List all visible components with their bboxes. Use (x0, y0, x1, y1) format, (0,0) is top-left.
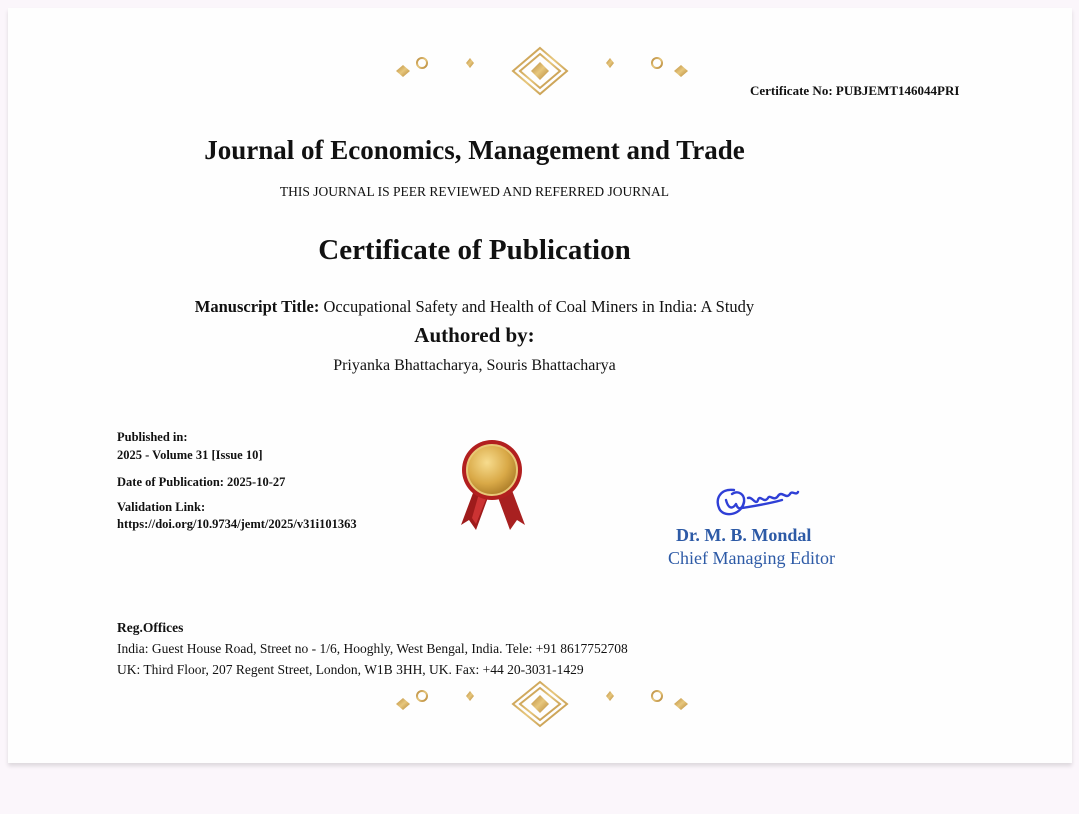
validation-link-label: Validation Link: (117, 500, 206, 514)
manuscript-label: Manuscript Title: (194, 297, 320, 316)
editor-role: Chief Managing Editor (668, 548, 835, 568)
published-in-label: Published in: (117, 430, 188, 444)
uk-office-address: UK: Third Floor, 207 Regent Street, London, W1B 3HH, UK. Fax: +44 20-3031-1429 (117, 662, 584, 677)
signature-icon (712, 480, 804, 522)
editor-name: Dr. M. B. Mondal (676, 525, 812, 545)
publication-date: Date of Publication: 2025-10-27 (117, 475, 286, 489)
ribbon-medal-icon (458, 440, 528, 535)
manuscript-title: Occupational Safety and Health of Coal Miners in India: A Study (323, 297, 755, 316)
journal-name: Journal of Economics, Management and Trade (204, 135, 745, 165)
reg-offices-label: Reg.Offices (117, 620, 184, 635)
peer-review-note: THIS JOURNAL IS PEER REVIEWED AND REFERRED JOURNAL (279, 184, 670, 199)
validation-link[interactable]: https://doi.org/10.9734/jemt/2025/v31i101363 (117, 517, 357, 531)
manuscript-line (0, 297, 949, 317)
india-office-address: India: Guest House Road, Street no - 1/6, Hooghly, West Bengal, India. Tele: +91 8617752708 (117, 641, 628, 656)
authored-by-label: Authored by: (414, 323, 535, 347)
authors: Priyanka Bhattacharya, Souris Bhattacharya (333, 357, 616, 374)
volume-issue: 2025 - Volume 31 [Issue 10] (117, 448, 263, 462)
certificate-number: Certificate No: PUBJEMT146044PRI (750, 83, 960, 98)
certificate-title: Certificate of Publication (318, 234, 631, 266)
